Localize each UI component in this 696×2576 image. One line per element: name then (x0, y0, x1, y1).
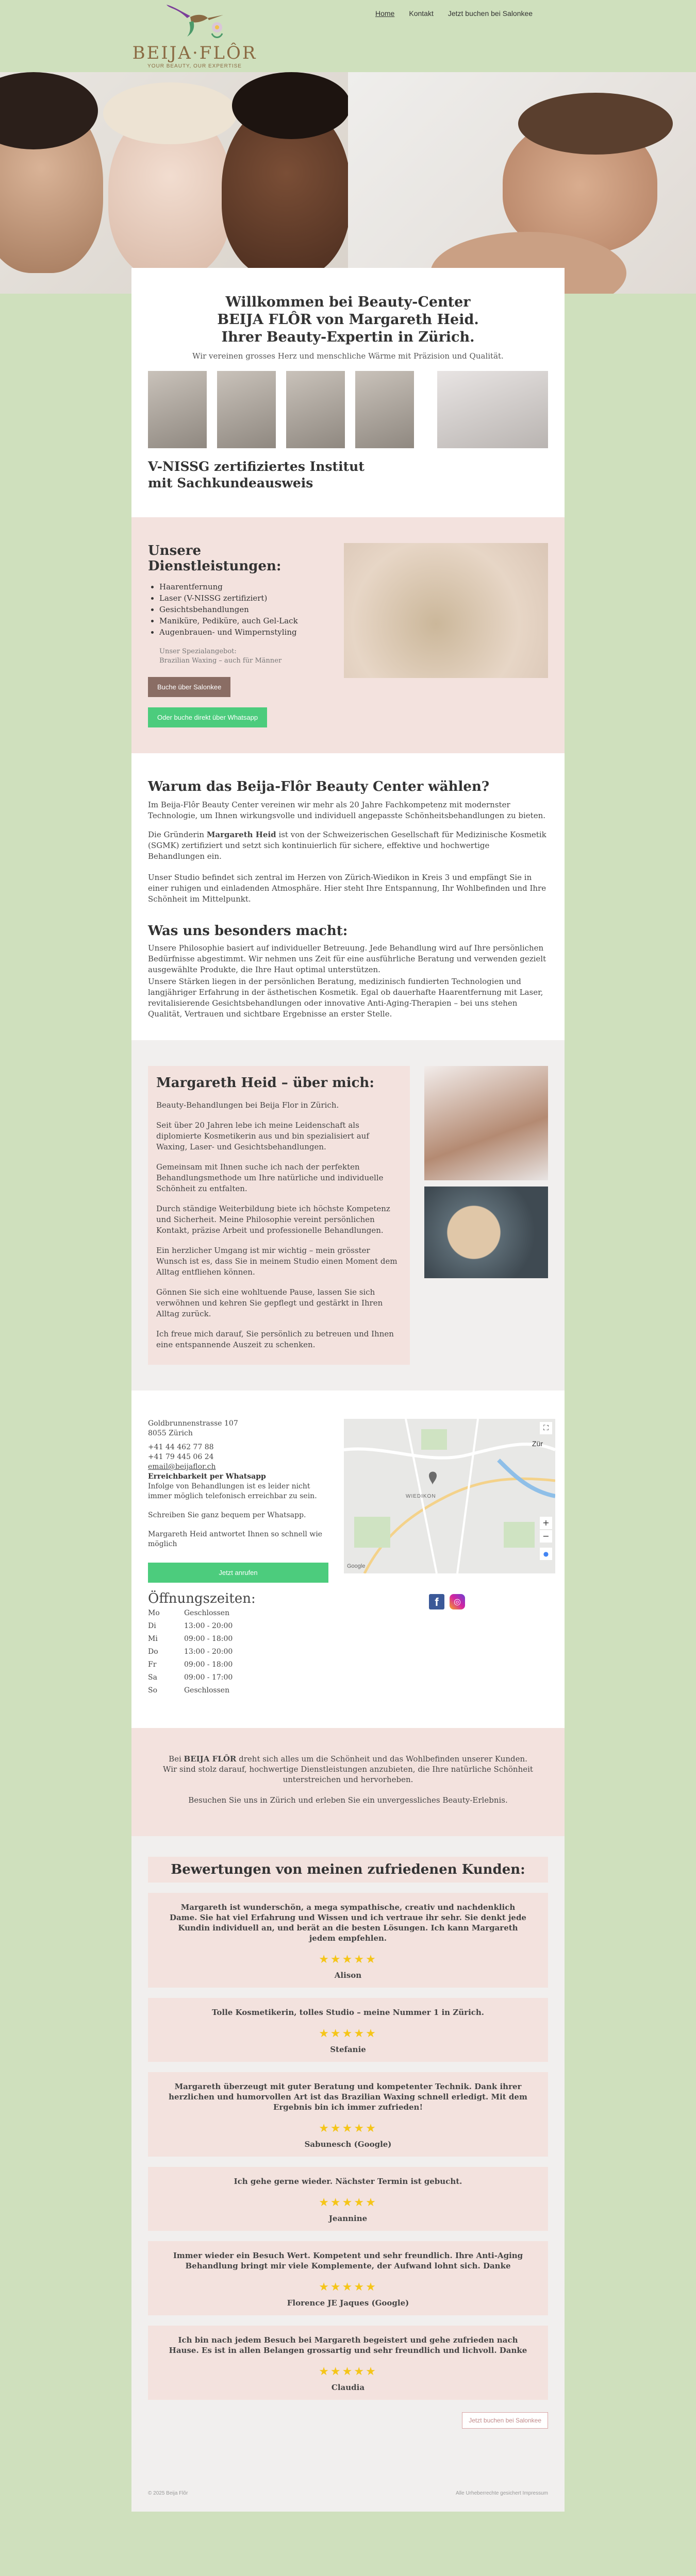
cert-line-1: V-NISSG zertifiziertes Institut (148, 459, 364, 474)
hours-row (148, 1684, 328, 1697)
hours-day: So (148, 1686, 158, 1694)
services-title: Unsere Dienstleistungen: (148, 543, 281, 574)
intro-brand: BEIJA FLÔR (184, 1754, 237, 1764)
review-author: Alison (334, 1971, 362, 1980)
hours-day: Di (148, 1622, 156, 1630)
star-rating-icon: ★★★★★ (319, 2281, 377, 2294)
fullscreen-icon[interactable]: ⛶ (540, 1422, 552, 1434)
hours-row (148, 1607, 328, 1620)
hours-day: Fr (148, 1660, 157, 1669)
call-now-button[interactable]: Jetzt anrufen (148, 1563, 328, 1583)
address-street: Goldbrunnenstrasse 107 (148, 1419, 238, 1428)
contact-details (148, 1419, 328, 1697)
whatsapp-text: Infolge von Behandlungen ist es leider nicht immer möglich telefonisch erreichbar zu sein. (148, 1482, 317, 1500)
hours-row (148, 1671, 328, 1684)
about-title: Margareth Heid – über mich: (156, 1075, 374, 1091)
welcome-title (131, 268, 565, 346)
map-label-city: Zür (532, 1439, 543, 1448)
hummingbird-icon (156, 3, 234, 43)
intro-line-3: Besuchen Sie uns in Zürich und erleben Sie ein unvergessliches Beauty-Erlebnis. (188, 1795, 508, 1805)
location-map[interactable] (344, 1419, 555, 1573)
special-offer (159, 647, 328, 666)
special-title: Was uns besonders macht: (148, 923, 348, 939)
studio-mirror-photo (424, 1187, 548, 1278)
review-author: Sabunesch (Google) (304, 2140, 392, 2149)
intro-line-1 (162, 1754, 534, 1764)
hours-row (148, 1620, 328, 1633)
zoom-out-icon[interactable]: − (540, 1530, 552, 1543)
zoom-in-icon[interactable]: + (540, 1517, 552, 1529)
about-paragraph: Ein herzlicher Umgang ist mir wichtig – mein grösster Wunsch ist es, dass Sie in meinem Studio einen Moment dem Alltag entfliehen können. (156, 1246, 397, 1277)
welcome-tagline: Wir vereinen grosses Herz und menschliche Wärme mit Präzision und Qualität. (192, 351, 504, 361)
contact-section (131, 1391, 565, 1728)
review-text: Ich bin nach jedem Besuch bei Margareth begeistert und gehe zufrieden nach Hause. Es ist in allen Belangen grossartig und sehr freundlich und lichvoll. Danke (169, 2335, 527, 2355)
hours-row (148, 1633, 328, 1646)
studio-gallery (131, 361, 565, 448)
hours-time: 13:00 - 20:00 (184, 1622, 233, 1630)
nav-home[interactable]: Home (375, 9, 395, 18)
social-links (429, 1594, 555, 1609)
star-rating-icon: ★★★★★ (319, 2027, 377, 2040)
street-view-icon[interactable]: ● (540, 1548, 552, 1560)
intro-box (131, 1728, 565, 1836)
address-city: 8055 Zürich (148, 1429, 193, 1437)
map-graphic (344, 1419, 555, 1573)
intro-l1-end: dreht sich alles um die Schönheit und das Wohlbefinden unserer Kunden. (236, 1754, 527, 1764)
hours-time: Geschlossen (184, 1609, 230, 1617)
hours-time: 13:00 - 20:00 (184, 1648, 233, 1656)
reviews-section (131, 1836, 565, 2454)
hours-row (148, 1646, 328, 1658)
nav-salonkee[interactable]: Jetzt buchen bei Salonkee (448, 9, 533, 18)
cert-line-2: mit Sachkundeausweis (148, 476, 313, 490)
logo-tagline: YOUR BEAUTY, OUR EXPERTISE (147, 63, 242, 69)
hero-banner (0, 72, 696, 294)
facebook-icon[interactable]: f (429, 1594, 444, 1609)
hero-image-man (348, 72, 696, 294)
review-card (148, 2326, 548, 2400)
instagram-icon[interactable]: ◎ (450, 1594, 465, 1609)
reviews-title: Bewertungen von meinen zufriedenen Kunden: (148, 1857, 548, 1883)
review-link-wrap (148, 2412, 548, 2429)
why-paragraph-3: Unser Studio befindet sich zentral im Herzen von Zürich-Wiedikon in Kreis 3 und empfängt Sie in einer ruhigen und einladenden Atmosphäre. Hier steht Ihre Entspannung, Ihr Wohlbefinden und Ihre Schönheit im Mittelpunkt. (148, 873, 546, 904)
service-item: • Maniküre, Pediküre, auch Gel-Lack (159, 615, 328, 626)
nav-kontakt[interactable]: Kontakt (409, 9, 434, 18)
star-rating-icon: ★★★★★ (319, 2196, 377, 2209)
services-text (148, 543, 328, 727)
hours-day: Do (148, 1648, 158, 1656)
whatsapp-title: Erreichbarkeit per Whatsapp (148, 1472, 266, 1481)
review-card (148, 1998, 548, 2062)
portrait-photo (424, 1066, 548, 1180)
review-text: Margareth überzeugt mit guter Beratung und kompetenter Technik. Dank ihrer herzlichen und humorvollen Art ist das Brazilian Waxing schnell erledigt. Mit dem Ergebnis bin ich immer zufrieden! (169, 2082, 527, 2112)
about-paragraph: Durch ständige Weiterbildung biete ich höchste Kompetenz und Sicherheit. Meine Philosophie vereint persönlichen Kontakt, präzise Arbeit und professionelle Behandlungen. (156, 1204, 390, 1235)
service-item: • Gesichtsbehandlungen (159, 604, 328, 615)
map-attribution: Google (347, 1563, 366, 1569)
main-nav (375, 9, 533, 18)
studio-photo-2[interactable] (217, 371, 276, 448)
about-section (131, 1040, 565, 1391)
book-salonkee-button[interactable]: Buche über Salonkee (148, 677, 230, 697)
welcome-line-3: Ihrer Beauty-Expertin in Zürich. (221, 329, 475, 345)
about-paragraph: Ich freue mich darauf, Sie persönlich zu betreuen und Ihnen eine entspannende Auszeit zu schenken. (156, 1329, 394, 1349)
studio-photo-1[interactable] (148, 371, 207, 448)
hours-time: Geschlossen (184, 1686, 230, 1694)
why-paragraph-1: Im Beija-Flôr Beauty Center vereinen wir mehr als 20 Jahre Fachkompetenz mit modernster Technologie, um Ihnen wirkungsvolle und individuell angepasste Schönheitsbehandlungen zu bieten. (148, 800, 545, 820)
review-text: Tolle Kosmetikerin, tolles Studio – meine Nummer 1 in Zürich. (211, 2008, 485, 2017)
intro-section (131, 1728, 565, 1836)
site-header (0, 0, 696, 72)
services-list (159, 581, 328, 638)
review-card (148, 2072, 548, 2157)
copyright: © 2025 Beija Flôr (148, 2490, 188, 2496)
treatment-photo (437, 371, 548, 448)
why-p2-end: ist von der Schweizerischen Gesellschaft für Medizinische Kosmetik (SGMK) zertifiziert und setzt sich kontinuierlich für sichere, effektive und hochwertige Behandlungen ein. (148, 830, 546, 861)
review-card (148, 1893, 548, 1988)
opening-hours (148, 1607, 328, 1697)
why-paragraph-4: Unsere Philosophie basiert auf individueller Betreuung. Jede Behandlung wird auf Ihre persönlichen Bedürfnisse abgestimmt. Wir nehmen uns Zeit für eine ausführliche Beratung und verwenden gezielt ausgewählte Produkte, die Ihre Haut optimal unterstützen. (148, 943, 546, 974)
review-text: Margareth ist wunderschön, a mega sympathische, creativ und nachdenklich Dame. Sie hat viel Erfahrung und Wissen und ich vertraue ihr sehr. Sie denkt jede Kundin individuell an, und berät an die besten Lösungen. Ich kann Margareth jedem empfehlen. (170, 1903, 526, 1943)
studio-photo-3[interactable] (286, 371, 345, 448)
review-card (148, 2241, 548, 2315)
book-whatsapp-button[interactable]: Oder buche direkt über Whatsapp (148, 707, 267, 727)
special-offer-text: Brazilian Waxing – auch für Männer (159, 657, 282, 665)
intro-l1-start: Bei (169, 1754, 184, 1764)
contact-right (344, 1419, 555, 1697)
star-rating-icon: ★★★★★ (319, 2365, 377, 2378)
why-paragraph-2 (148, 829, 548, 862)
hours-time: 09:00 - 17:00 (184, 1673, 233, 1682)
review-card (148, 2167, 548, 2231)
hours-day: Mo (148, 1609, 160, 1617)
welcome-section (131, 268, 565, 517)
about-paragraph: Beauty-Behandlungen bei Beija Flor in Zürich. (156, 1100, 339, 1110)
review-author: Stefanie (330, 2045, 366, 2054)
review-text: Immer wieder ein Besuch Wert. Kompetent und sehr freundlich. Ihre Anti-Aging Behandlung bringt mir viele Komplemente, der Aufwand lohnt sich. Danke (173, 2251, 523, 2270)
phone-2[interactable]: +41 79 445 06 24 (148, 1453, 214, 1461)
hours-time: 09:00 - 18:00 (184, 1660, 233, 1669)
site-footer (131, 2454, 565, 2512)
footer-legal-link[interactable]: Alle Urheberrechte gesichert Impressum (456, 2490, 548, 2496)
welcome-line-1: Willkommen bei Beauty-Center (225, 294, 471, 310)
welcome-line-2: BEIJA FLÔR von Margareth Heid. (217, 312, 479, 328)
hours-time: 09:00 - 18:00 (184, 1635, 233, 1643)
hours-day: Mi (148, 1635, 158, 1643)
hours-row (148, 1658, 328, 1671)
why-paragraph-5: Unsere Stärken liegen in der persönlichen Beratung, medizinisch fundierten Technologien und langjähriger Erfahrung in der ästhetischen Kosmetik. Egal ob dauerhafte Haarentfernung mit Laser, revitalisierende Gesichtsbehandlungen oder innovative Anti-Aging-Therapien – bei uns stehen Qualität, Vertrauen und sichtbare Ergebnisse an erster Stelle. (148, 977, 543, 1019)
main-content (131, 268, 565, 2512)
about-card (148, 1066, 410, 1365)
whatsapp-text-2: Schreiben Sie ganz bequem per Whatsapp. (148, 1511, 306, 1519)
about-images (424, 1066, 548, 1365)
why-section (131, 753, 565, 1040)
phone-1[interactable]: +41 44 462 77 88 (148, 1443, 214, 1451)
whatsapp-text-3: Margareth Heid antwortet Ihnen so schnell wie möglich (148, 1530, 323, 1548)
service-item: • Augenbrauen- und Wimpernstyling (159, 626, 328, 638)
about-paragraph: Gemeinsam mit Ihnen suche ich nach der perfekten Behandlungsmethode um Ihre natürliche und individuelle Schönheit zu entfalten. (156, 1162, 384, 1193)
review-author: Jeannine (328, 2214, 368, 2223)
logo[interactable] (131, 3, 258, 70)
logo-title: BEIJA·FLÔR (132, 43, 257, 63)
star-rating-icon: ★★★★★ (319, 2122, 377, 2135)
services-image (344, 543, 548, 678)
about-paragraph: Seit über 20 Jahren lebe ich meine Leidenschaft als diplomierte Kosmetikerin aus und bin spezialisiert auf Waxing, Laser- und Gesichtsbehandlungen. (156, 1121, 369, 1151)
certification-heading (131, 448, 565, 517)
hero-image-women (0, 72, 348, 294)
special-offer-label: Unser Spezialangebot: (159, 648, 237, 655)
why-title: Warum das Beija-Flôr Beauty Center wählen? (148, 779, 490, 794)
service-item: • Laser (V-NISSG zertifiziert) (159, 592, 328, 604)
hours-day: Sa (148, 1673, 157, 1682)
founder-name: Margareth Heid (206, 830, 276, 839)
salonkee-booking-link[interactable]: Jetzt buchen bei Salonkee (462, 2412, 548, 2429)
services-section (131, 517, 565, 753)
review-text: Ich gehe gerne wieder. Nächster Termin ist gebucht. (234, 2177, 462, 2186)
review-author: Florence JE Jaques (Google) (287, 2298, 409, 2308)
email-link[interactable]: email@beijaflor.ch (148, 1463, 216, 1471)
intro-line-2: Wir sind stolz darauf, hochwertige Dienstleistungen anzubieten, die Ihre natürliche Schönheit unterstreichen und hervorheben. (163, 1765, 533, 1784)
star-rating-icon: ★★★★★ (319, 1953, 377, 1966)
hours-title: Öffnungszeiten: (148, 1591, 256, 1606)
about-paragraph: Gönnen Sie sich eine wohltuende Pause, lassen Sie sich verwöhnen und kehren Sie gepflegt und gestärkt in Ihren Alltag zurück. (156, 1287, 383, 1318)
why-p2-start: Die Gründerin (148, 830, 207, 839)
review-author: Claudia (331, 2383, 365, 2392)
service-item: • Haarentfernung (159, 581, 328, 592)
studio-photo-4[interactable] (355, 371, 414, 448)
map-label-district: WIEDIKON (406, 1494, 436, 1499)
